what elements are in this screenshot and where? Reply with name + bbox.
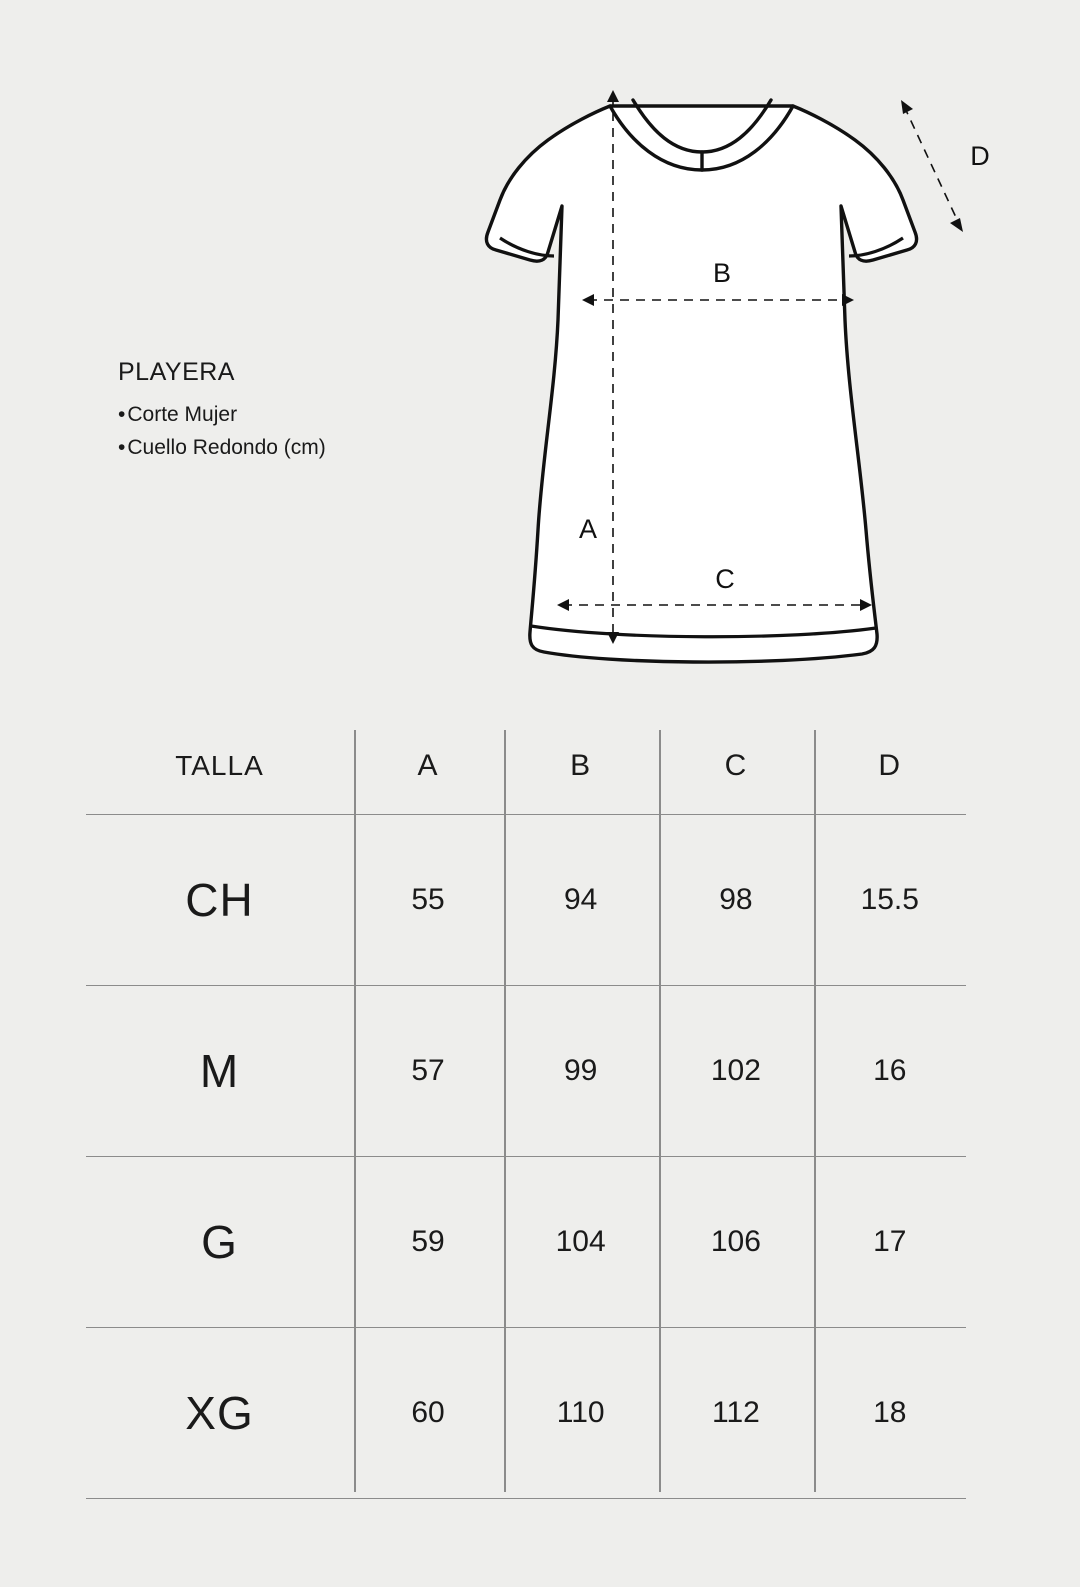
cell-size: XG	[185, 1387, 254, 1439]
product-attribute-cut	[118, 399, 498, 432]
measure-label-a: A	[578, 514, 598, 544]
product-attribute-neck-label: Cuello Redondo (cm)	[127, 435, 326, 459]
cell-d: 17	[873, 1225, 907, 1258]
cell-b: 110	[556, 1396, 605, 1429]
column-header-b: B	[570, 749, 592, 782]
cell-d: 18	[873, 1396, 907, 1429]
cell-d: 15.5	[860, 883, 919, 916]
size-chart-body	[86, 815, 966, 1499]
column-header-c: C	[724, 749, 748, 782]
cell-a: 57	[411, 1054, 445, 1087]
table-row	[86, 1157, 966, 1328]
size-chart-head	[86, 718, 966, 815]
cell-a: 60	[411, 1396, 445, 1429]
bullet-dot-icon: •	[118, 435, 126, 459]
tshirt-diagram	[470, 60, 1030, 680]
cell-c: 106	[710, 1225, 761, 1258]
size-chart-table	[86, 718, 966, 1499]
cell-b: 94	[563, 883, 598, 916]
cell-a: 59	[411, 1225, 445, 1258]
column-header-d: D	[878, 749, 902, 782]
tshirt-outline	[486, 106, 916, 662]
cell-d: 16	[873, 1054, 907, 1087]
page-title: PLAYERA	[118, 358, 235, 386]
cell-c: 98	[719, 883, 753, 916]
bullet-dot-icon: •	[118, 403, 126, 426]
column-header-a: A	[417, 749, 439, 782]
cell-size: M	[199, 1045, 240, 1097]
table-row	[86, 1328, 966, 1499]
measure-label-c: C	[715, 564, 735, 594]
column-header-talla: TALLA	[175, 750, 264, 781]
measure-line-d	[901, 100, 963, 232]
product-attribute-neck	[118, 432, 498, 465]
table-row	[86, 815, 966, 986]
cell-c: 112	[711, 1396, 760, 1429]
table-header-row	[86, 718, 966, 815]
table-row	[86, 986, 966, 1157]
cell-b: 99	[563, 1054, 598, 1087]
cell-size: CH	[185, 874, 254, 926]
product-attribute-cut-label: Corte Mujer	[127, 403, 238, 426]
measure-label-b: B	[712, 258, 732, 288]
cell-c: 102	[710, 1054, 761, 1087]
measure-label-d: D	[970, 141, 990, 171]
cell-a: 55	[411, 883, 445, 916]
product-info-block	[118, 358, 498, 464]
cell-b: 104	[555, 1225, 606, 1258]
cell-size: G	[201, 1216, 238, 1268]
